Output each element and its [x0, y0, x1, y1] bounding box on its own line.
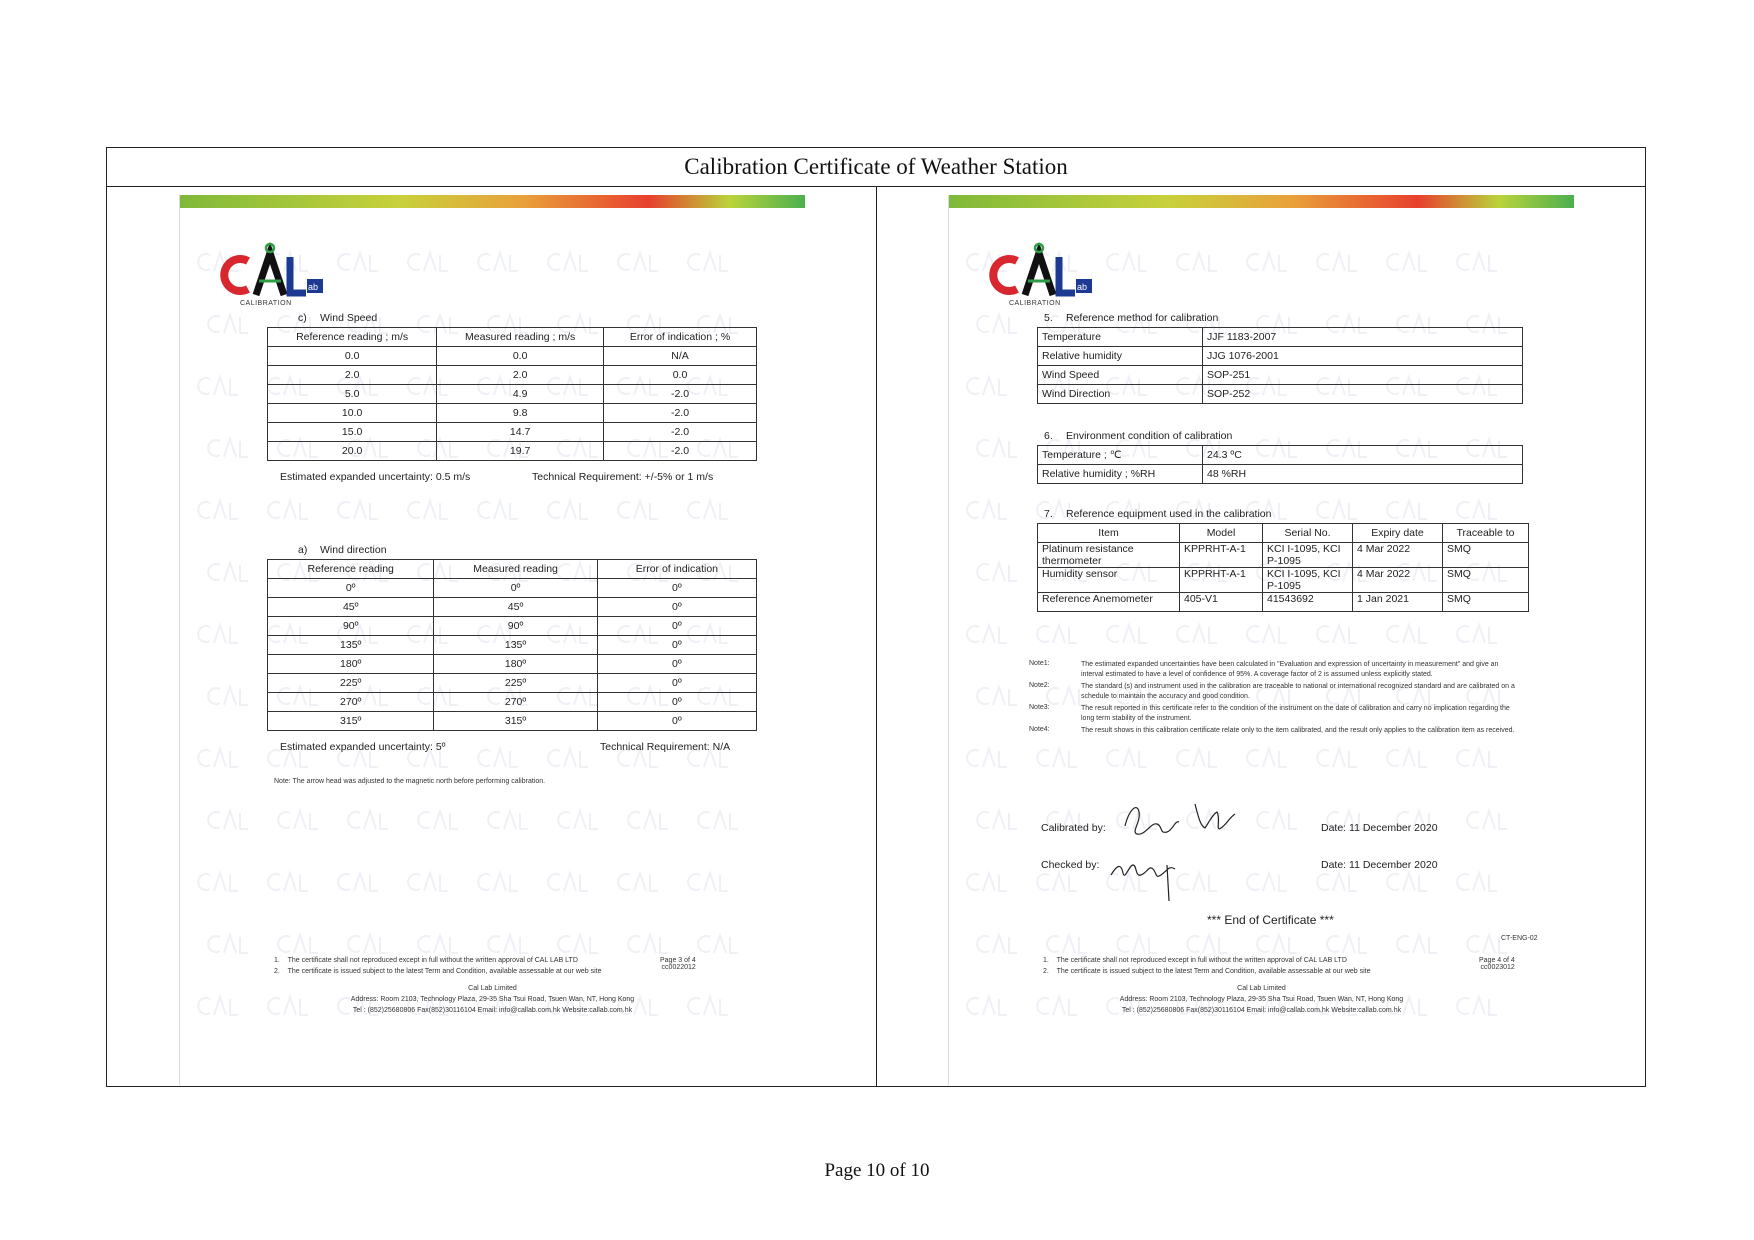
table-cell: Temperature ; ℃: [1038, 446, 1203, 465]
column-header: Error of indication ; %: [604, 328, 757, 347]
calibration-date: Date: 11 December 2020: [1321, 822, 1438, 834]
svg-text:ab: ab: [1077, 282, 1088, 292]
wind-speed-table: [267, 327, 757, 461]
wind-speed-row: [268, 442, 757, 461]
table-cell: 48 %RH: [1203, 465, 1523, 484]
page-number: Page 10 of 10: [824, 1160, 930, 1181]
table-cell: 405-V1: [1180, 593, 1263, 612]
table-cell: 0.0: [268, 347, 437, 366]
table-cell: KPPRHT-A-1: [1180, 543, 1263, 568]
wind-direction-row: [268, 712, 757, 731]
table-cell: 4.9: [437, 385, 604, 404]
environment-row: [1038, 465, 1523, 484]
logo-subtitle: CALIBRATION: [1009, 300, 1061, 307]
footer-term-1: 1. The certificate shall not reproduced except in full without the written approval of CAL LAB LTD: [1043, 957, 1347, 964]
note-text: The result shows in this calibration certificate relate only to the item calibrated, and the result only applies to the calibration item as received.: [1081, 727, 1515, 734]
certificate-notes: [1029, 660, 1519, 739]
note-label: Note3:: [1029, 704, 1050, 711]
table-cell: 19.7: [437, 442, 604, 461]
table-cell: Reference Anemometer: [1038, 593, 1180, 612]
table-cell: 0º: [597, 712, 756, 731]
note-item: [1029, 682, 1519, 701]
note-item: [1029, 726, 1519, 736]
wind-direction-row: [268, 693, 757, 712]
table-cell: SOP-252: [1203, 385, 1523, 404]
wind-speed-row: [268, 385, 757, 404]
wind-speed-requirement: Technical Requirement: +/-5% or 1 m/s: [532, 471, 714, 483]
table-cell: JJG 1076-2001: [1203, 347, 1523, 366]
table-cell: 0º: [597, 693, 756, 712]
table-cell: 180º: [268, 655, 434, 674]
table-cell: 2.0: [268, 366, 437, 385]
certificate-frame: [106, 147, 1646, 1087]
environment-row: [1038, 446, 1523, 465]
table-cell: N/A: [604, 347, 757, 366]
end-of-certificate: *** End of Certificate ***: [1207, 913, 1334, 927]
table-cell: Temperature: [1038, 328, 1203, 347]
table-cell: 0º: [597, 617, 756, 636]
table-cell: SMQ: [1443, 543, 1529, 568]
column-header: Reference reading ; m/s: [268, 328, 437, 347]
environment-table: [1037, 445, 1523, 484]
table-cell: 14.7: [437, 423, 604, 442]
reference-method-row: [1038, 328, 1523, 347]
equipment-row: [1038, 593, 1529, 612]
footer-terms: [274, 957, 602, 979]
check-date: Date: 11 December 2020: [1321, 859, 1438, 871]
document-title: Calibration Certificate of Weather Station: [107, 148, 1645, 187]
table-cell: 225º: [268, 674, 434, 693]
equipment-table: [1037, 523, 1529, 612]
table-cell: KCI I-1095, KCI P-1095: [1263, 543, 1353, 568]
note-item: [1029, 660, 1519, 679]
wind-speed-uncertainty: Estimated expanded uncertainty: 0.5 m/s: [280, 471, 471, 483]
reference-method-table: [1037, 327, 1523, 404]
certificate-page-3: [179, 195, 805, 1085]
wind-direction-row: [268, 598, 757, 617]
wind-direction-row: [268, 636, 757, 655]
svg-text:ab: ab: [308, 282, 319, 292]
logo-subtitle: CALIBRATION: [240, 300, 292, 307]
wind-direction-row: [268, 617, 757, 636]
table-cell: 5.0: [268, 385, 437, 404]
column-header: Reference reading: [268, 560, 434, 579]
wind-direction-row: [268, 579, 757, 598]
table-cell: -2.0: [604, 385, 757, 404]
table-cell: Humidity sensor: [1038, 568, 1180, 593]
column-header: Serial No.: [1263, 524, 1353, 543]
column-header: Error of indication: [597, 560, 756, 579]
table-cell: 270º: [268, 693, 434, 712]
callab-logo: [218, 239, 328, 309]
note-item: [1029, 704, 1519, 723]
table-cell: -2.0: [604, 423, 757, 442]
table-cell: 45º: [268, 598, 434, 617]
checked-by-label: Checked by:: [1041, 859, 1100, 871]
table-cell: 0º: [597, 655, 756, 674]
table-cell: KPPRHT-A-1: [1180, 568, 1263, 593]
column-header: Traceable to: [1443, 524, 1529, 543]
wind-speed-row: [268, 404, 757, 423]
table-cell: 0.0: [604, 366, 757, 385]
note-label: Note2:: [1029, 682, 1050, 689]
table-cell: 135º: [434, 636, 597, 655]
calibrated-by-label: Calibrated by:: [1041, 822, 1106, 834]
table-cell: 270º: [434, 693, 597, 712]
table-cell: Relative humidity: [1038, 347, 1203, 366]
table-cell: 4 Mar 2022: [1353, 568, 1443, 593]
table-cell: 0º: [597, 636, 756, 655]
footer-term-2: 2. The certificate is issued subject to the latest Term and Condition, available assessable at our web site: [274, 968, 602, 975]
reference-method-row: [1038, 366, 1523, 385]
table-cell: Platinum resistance thermometer: [1038, 543, 1180, 568]
table-cell: 0º: [597, 598, 756, 617]
table-cell: 315º: [268, 712, 434, 731]
table-cell: 41543692: [1263, 593, 1353, 612]
table-cell: Wind Direction: [1038, 385, 1203, 404]
table-cell: 2.0: [437, 366, 604, 385]
reference-method-row: [1038, 385, 1523, 404]
footer-terms: [1043, 957, 1371, 979]
table-cell: 90º: [268, 617, 434, 636]
table-cell: SMQ: [1443, 568, 1529, 593]
table-cell: JJF 1183-2007: [1203, 328, 1523, 347]
page-divider: [876, 186, 877, 1086]
footer-company: Cal Lab Limited Address: Room 2103, Technology Plaza, 29-35 Sha Tsui Road, Tsuen Wan, NT, Hong Kong Tel : (852)25680806 Fax(852)30116104 Email: info@callab.com.hk Website:callab.com.hk: [350, 985, 635, 1014]
checker-signature: [1107, 835, 1187, 905]
table-cell: 20.0: [268, 442, 437, 461]
callab-logo: [987, 239, 1097, 309]
equipment-heading: 7. Reference equipment used in the calibration: [1044, 508, 1272, 520]
table-cell: Wind Speed: [1038, 366, 1203, 385]
table-cell: 225º: [434, 674, 597, 693]
wind-direction-requirement: Technical Requirement: N/A: [600, 741, 731, 753]
column-header: Item: [1038, 524, 1180, 543]
footer-page-info: Page 4 of 4 cc0023012: [1479, 957, 1515, 971]
table-cell: 0º: [597, 579, 756, 598]
table-cell: 135º: [268, 636, 434, 655]
column-header: Measured reading: [434, 560, 597, 579]
equipment-row: [1038, 543, 1529, 568]
table-cell: SOP-251: [1203, 366, 1523, 385]
note-text: The result reported in this certificate refer to the condition of the instrument on the date of calibration and carry no implication regarding the long term stability of the instrument.: [1081, 705, 1510, 722]
wind-speed-heading: c) Wind Speed: [298, 312, 378, 324]
environment-heading: 6. Environment condition of calibration: [1044, 430, 1233, 442]
wind-direction-table: [267, 559, 757, 731]
wind-speed-row: [268, 347, 757, 366]
wind-speed-row: [268, 366, 757, 385]
wind-direction-uncertainty: Estimated expanded uncertainty: 5º: [280, 741, 446, 753]
certificate-page-4: [948, 195, 1574, 1085]
note-label: Note4:: [1029, 726, 1050, 733]
table-cell: -2.0: [604, 442, 757, 461]
table-cell: 10.0: [268, 404, 437, 423]
table-cell: 4 Mar 2022: [1353, 543, 1443, 568]
table-cell: 24.3 ºC: [1203, 446, 1523, 465]
color-band: [949, 195, 1574, 208]
table-cell: SMQ: [1443, 593, 1529, 612]
table-cell: 90º: [434, 617, 597, 636]
table-cell: 9.8: [437, 404, 604, 423]
table-cell: 15.0: [268, 423, 437, 442]
reference-method-heading: 5. Reference method for calibration: [1044, 312, 1219, 324]
color-band: [180, 195, 805, 208]
footer-term-1: 1. The certificate shall not reproduced except in full without the written approval of CAL LAB LTD: [274, 957, 578, 964]
wind-direction-row: [268, 674, 757, 693]
note-text: The standard (s) and instrument used in the calibration are traceable to national or international recognized standard and are calibrated on a schedule to maintain the accuracy and good condition.: [1081, 683, 1515, 700]
equipment-row: [1038, 568, 1529, 593]
wind-direction-heading: a) Wind direction: [298, 544, 387, 556]
column-header: Model: [1180, 524, 1263, 543]
wind-speed-row: [268, 423, 757, 442]
table-cell: 1 Jan 2021: [1353, 593, 1443, 612]
table-cell: KCI I-1095, KCI P-1095: [1263, 568, 1353, 593]
form-code: CT-ENG-02: [1501, 935, 1538, 942]
column-header: Measured reading ; m/s: [437, 328, 604, 347]
table-cell: 180º: [434, 655, 597, 674]
table-cell: 0º: [434, 579, 597, 598]
footer-term-2: 2. The certificate is issued subject to the latest Term and Condition, available assessable at our web site: [1043, 968, 1371, 975]
column-header: Expiry date: [1353, 524, 1443, 543]
footer-page-info: Page 3 of 4 cc0022012: [660, 957, 696, 971]
table-cell: -2.0: [604, 404, 757, 423]
table-cell: 0º: [597, 674, 756, 693]
note-text: The estimated expanded uncertainties have been calculated in "Evaluation and expression of uncertainty in measurement" and give an interval estimated to have a level of confidence of 95%. A coverage factor of 2 is assumed unless explicitly stated.: [1081, 661, 1499, 678]
table-cell: 45º: [434, 598, 597, 617]
table-cell: 0.0: [437, 347, 604, 366]
footer-company: Cal Lab Limited Address: Room 2103, Technology Plaza, 29-35 Sha Tsui Road, Tsuen Wan, NT, Hong Kong Tel : (852)25680806 Fax(852)30116104 Email: info@callab.com.hk Website:callab.com.hk: [1119, 985, 1404, 1014]
table-cell: 315º: [434, 712, 597, 731]
wind-direction-row: [268, 655, 757, 674]
table-cell: 0º: [268, 579, 434, 598]
reference-method-row: [1038, 347, 1523, 366]
note-label: Note1:: [1029, 660, 1050, 667]
arrow-adjust-note: Note: The arrow head was adjusted to the magnetic north before performing calibration.: [274, 778, 546, 785]
table-cell: Relative humidity ; %RH: [1038, 465, 1203, 484]
